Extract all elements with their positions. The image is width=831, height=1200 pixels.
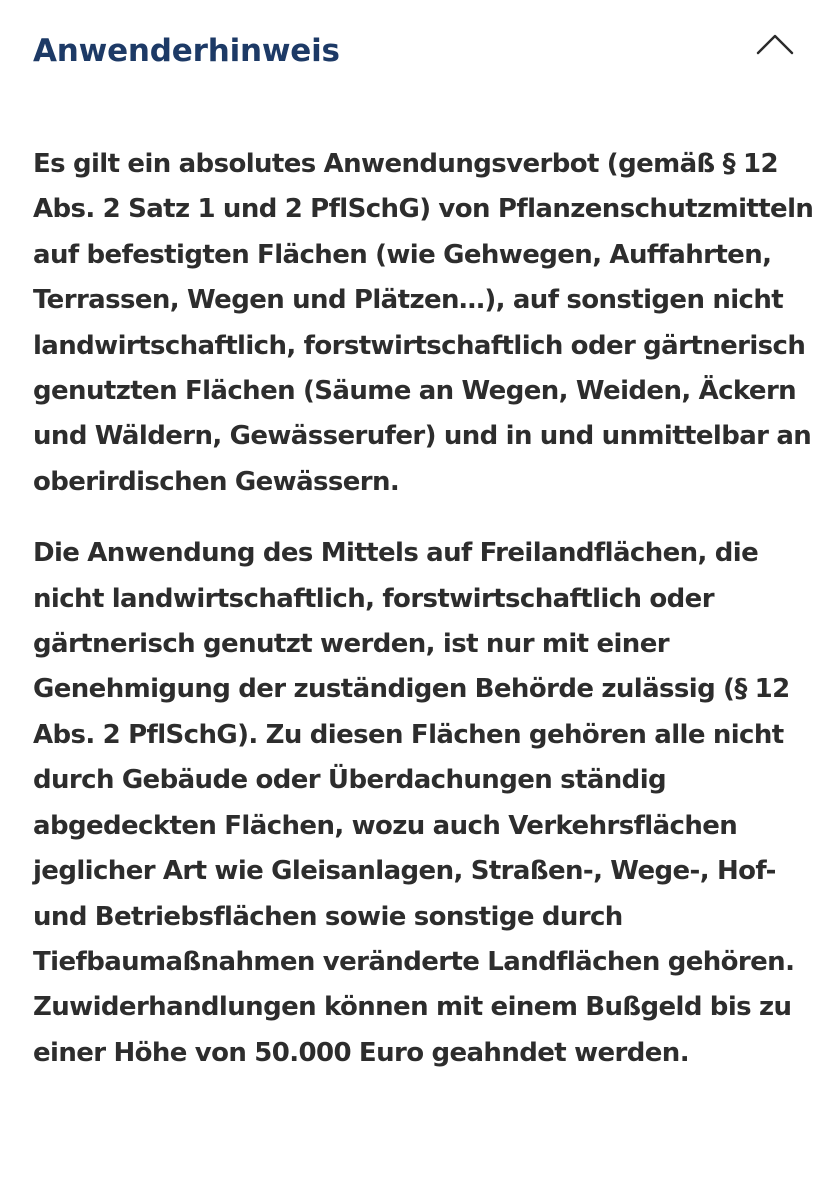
notice-paragraph-1: Es gilt ein absolutes Anwendungsverbot (gemäß § 12 Abs. 2 Satz 1 und 2 PflSchG) von Pflanzenschutzmitteln auf befestigten Flächen (wie Gehwegen, Auffahrten, Terrassen, Wegen und Plätzen…), auf sonstigen nicht landwirtschaftlich, forstwirtschaftlich oder gärtnerisch genutzten Flächen (Säume an Wegen, Weiden, Äckern und Wäldern, Gewässerufer) und in und unmittelbar an oberirdischen Gewässern. <box>33 149 814 497</box>
notice-paragraph-2: Die Anwendung des Mittels auf Freilandflächen, die nicht landwirtschaftlich, forstwirtschaftlich oder gärtnerisch genutzt werden, ist nur mit einer Genehmigung der zuständigen Behörde zulässig (§ 12 Abs. 2 PflSchG). Zu diesen Flächen gehören alle nicht durch Gebäude oder Überdachungen ständig abgedeckten Flächen, wozu auch Verkehrsflächen jeglicher Art wie Gleisanlagen, Straßen-, Wege-, Hof- und Betriebsflächen sowie sonstige durch Tiefbaumaßnahmen veränderte Landflächen gehören. Zuwiderhandlungen können mit einem Bußgeld bis zu einer Höhe von 50.000 Euro geahndet werden. <box>33 538 795 1068</box>
chevron-up-icon[interactable] <box>752 24 798 64</box>
accordion-content <box>33 142 823 1076</box>
chevron-up-icon-graphic <box>752 24 798 64</box>
section-title: Anwenderhinweis <box>33 33 340 69</box>
accordion-header[interactable] <box>0 0 831 100</box>
